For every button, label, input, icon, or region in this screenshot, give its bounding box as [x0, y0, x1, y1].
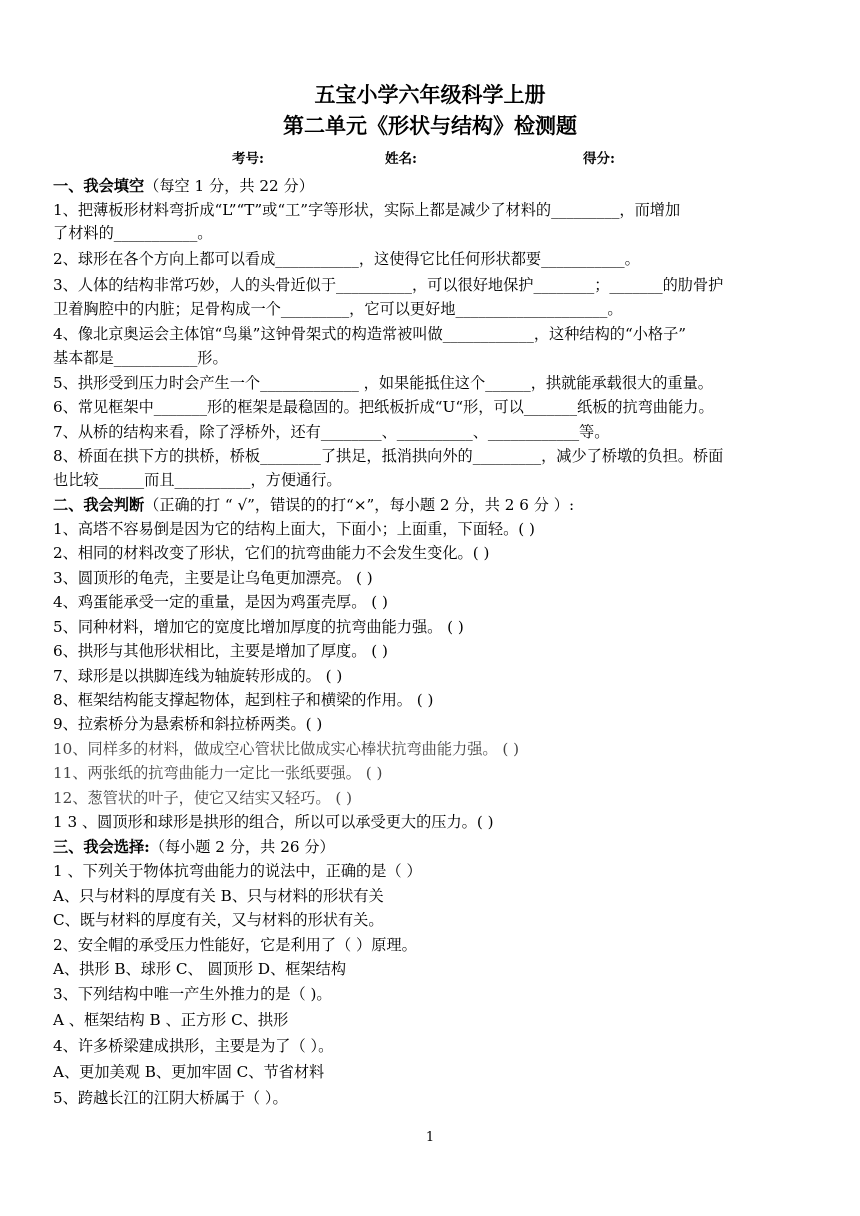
question-line: 6、常见框架中_______形的框架是最稳固的。把纸板折成“U“形，可以_______纸板的抗弯曲能力。: [53, 398, 714, 416]
judge-item: 1 3 、圆顶形和球形是拱形的组合，所以可以承受更大的压力。( ): [53, 813, 494, 831]
question-line: 了材料的___________。: [53, 224, 213, 242]
question-line: 卫着胸腔中的内脏；足骨构成一个_________，它可以更好地____________________。: [53, 300, 623, 318]
section1-heading: [53, 175, 314, 198]
judge-item: 5、同种材料，增加它的宽度比增加厚度的抗弯曲能力强。 ( ): [53, 618, 464, 636]
judge-item: 10、同样多的材料，做成空心管状比做成实心棒状抗弯曲能力强。 ( ): [53, 740, 520, 758]
question-line: 4、像北京奥运会主体馆“鸟巢”这钟骨架式的构造常被叫做____________，这种结构的“小格子”: [53, 325, 687, 343]
score-label: 得分:: [583, 151, 615, 167]
choice-option: A、更加美观 B、更加牢固 C、节省材料: [53, 1063, 325, 1081]
question-line: 7、从桥的结构来看，除了浮桥外，还有________、__________、____________等。: [53, 423, 610, 441]
page-subtitle: 第二单元《形状与结构》检测题: [283, 113, 577, 138]
judge-item: 8、框架结构能支撑起物体，起到柱子和横梁的作用。 ( ): [53, 691, 434, 709]
question-line: 3、人体的结构非常巧妙，人的头骨近似于__________，可以很好地保护________；_______的肋骨护: [53, 276, 724, 294]
question-line: 2、球形在各个方向上都可以看成___________，这使得它比任何形状都要___________。: [53, 250, 640, 268]
judge-item: 3、圆顶形的龟壳，主要是让乌龟更加漂亮。 ( ): [53, 569, 373, 587]
name-label: 姓名:: [385, 151, 417, 167]
choice-option: A、拱形 B、球形 C、 圆顶形 D、框架结构: [53, 960, 347, 978]
exam-no-label: 考号:: [232, 151, 264, 167]
section2-title: 二、我会判断: [53, 496, 145, 514]
judge-item: 2、相同的材料改变了形状，它们的抗弯曲能力不会发生变化。( ): [53, 544, 490, 562]
choice-item: 3、下列结构中唯一产生外推力的是（ )。: [53, 985, 332, 1003]
choice-item: 2、安全帽的承受压力性能好，它是利用了（ ）原理。: [53, 936, 417, 954]
section1-note: （每空 1 分，共 22 分）: [144, 177, 314, 195]
choice-item: 4、许多桥梁建成拱形，主要是为了（ ）。: [53, 1037, 334, 1055]
question-line: 基本都是___________形。: [53, 349, 228, 367]
page-title: 五宝小学六年级科学上册: [314, 82, 546, 107]
page-number: 1: [425, 1130, 435, 1145]
question-line: 1、把薄板形材料弯折成“L”“T”或“工”字等形状，实际上都是减少了材料的_________，而增加: [53, 201, 681, 219]
section2-heading: [53, 494, 574, 517]
choice-option: C、既与材料的厚度有关，又与材料的形状有关。: [53, 911, 384, 929]
section1-title: 一、我会填空: [53, 177, 145, 195]
choice-option: A 、框架结构 B 、正方形 C、拱形: [53, 1011, 289, 1029]
question-line: 也比较______而且__________，方便通行。: [53, 471, 342, 489]
judge-item: 11、两张纸的抗弯曲能力一定比一张纸要强。 ( ): [53, 764, 383, 782]
judge-item: 1、高塔不容易倒是因为它的结构上面大，下面小；上面重，下面轻。( ): [53, 520, 535, 538]
choice-option: A、只与材料的厚度有关 B、只与材料的形状有关: [53, 887, 384, 905]
section3-heading: [53, 836, 335, 859]
section3-note: （每小题 2 分，共 26 分）: [149, 838, 335, 856]
judge-item: 9、拉索桥分为悬索桥和斜拉桥两类。( ): [53, 715, 323, 733]
choice-item: 5、跨越长江的江阴大桥属于（ ）。: [53, 1089, 288, 1107]
section3-title: 三、我会选择:: [53, 838, 150, 856]
judge-item: 12、葱管状的叶子，使它又结实又轻巧。 ( ): [53, 789, 353, 807]
choice-item: 1 、下列关于物体抗弯曲能力的说法中，正确的是（ ）: [53, 862, 422, 880]
section2-note: （正确的打 “ √”，错误的的打“×”，每小题 2 分，共 2 6 分 ）:: [144, 496, 575, 514]
judge-item: 4、鸡蛋能承受一定的重量，是因为鸡蛋壳厚。 ( ): [53, 593, 388, 611]
judge-item: 7、球形是以拱脚连线为轴旋转形成的。 ( ): [53, 667, 343, 685]
question-line: 5、拱形受到压力时会产生一个_____________ ，如果能抵住这个______，拱就能承载很大的重量。: [53, 374, 713, 392]
judge-item: 6、拱形与其他形状相比，主要是增加了厚度。 ( ): [53, 642, 388, 660]
question-line: 8、桥面在拱下方的拱桥，桥板________了拱足，抵消拱向外的_________，减少了桥墩的负担。桥面: [53, 447, 724, 465]
